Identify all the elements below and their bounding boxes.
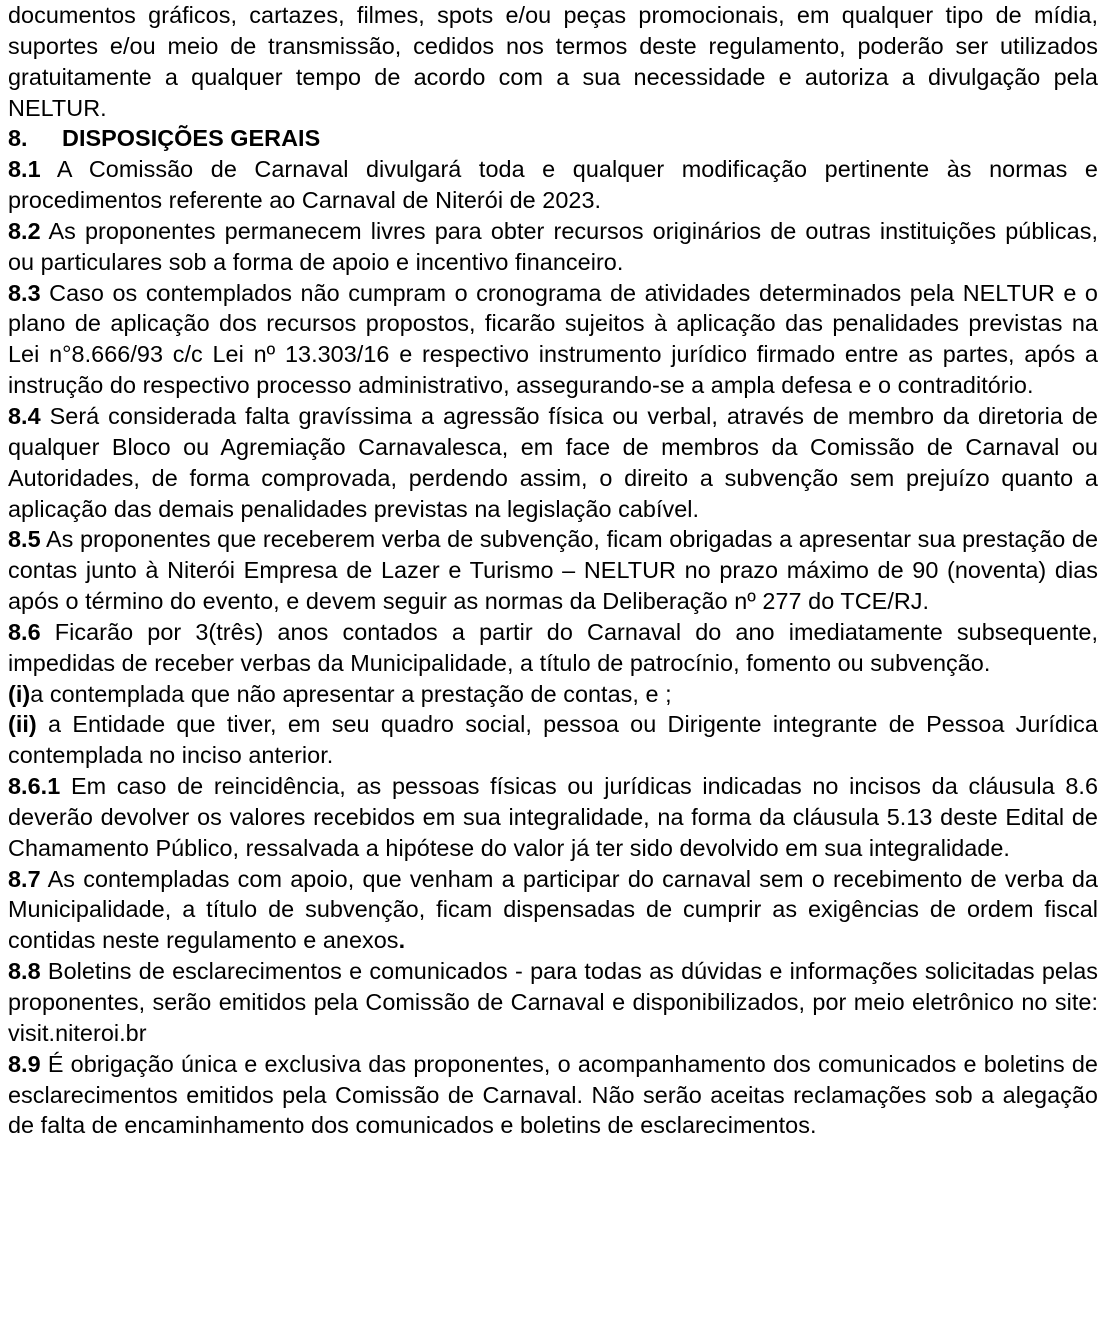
clause-8-6-ii: [8, 709, 1098, 771]
clause-text: Caso os contemplados não cumpram o cronograma de atividades determinados pela NELTUR e o plano de aplicação dos recursos propostos, ficarão sujeitos à aplicação das penalidades previstas na Lei n°8.666/93 c/c Lei nº 13.303/16 e respectivo instrumento jurídico firmado entre as partes, após a instrução do respectivo processo administrativo, assegurando-se a ampla defesa e o contraditório.: [8, 279, 1098, 399]
clause-8-5: [8, 524, 1098, 617]
clause-8-1: [8, 154, 1098, 216]
clause-8-6-i: [8, 679, 1098, 710]
clause-text: Ficarão por 3(três) anos contados a partir do Carnaval do ano imediatamente subsequente, impedidas de receber verbas da Municipalidade, a título de patrocínio, fomento ou subvenção.: [8, 618, 1098, 676]
clause-text: Será considerada falta gravíssima a agressão física ou verbal, através de membro da diretoria de qualquer Bloco ou Agremiação Carnavalesca, em face de membros da Comissão de Carnaval ou Autoridades, de forma comprovada, perdendo assim, o direito a subvenção sem prejuízo quanto a aplicação das demais penalidades previstas na legislação cabível.: [8, 402, 1098, 522]
clause-text: a Entidade que tiver, em seu quadro social, pessoa ou Dirigente integrante de Pessoa Jurídica contemplada no inciso anterior.: [8, 711, 1098, 769]
clause-text: Boletins de esclarecimentos e comunicados - para todas as dúvidas e informações solicitadas pelas proponentes, serão emitidos pela Comissão de Carnaval e disponibilizados, por meio eletrônico no site: visit.niteroi.br: [8, 958, 1098, 1046]
clause-8-8: [8, 956, 1098, 1049]
clause-text: As contempladas com apoio, que venham a participar do carnaval sem o recebimento de verba da Municipalidade, a título de subvenção, ficam dispensadas de cumprir as exigências de ordem fiscal contidas neste regulamento e anexos: [8, 865, 1098, 954]
clause-number: 8.3: [8, 279, 41, 306]
clause-text: As proponentes permanecem livres para obter recursos originários de outras instituições públicas, ou particulares sob a forma de apoio e incentivo financeiro.: [8, 217, 1098, 275]
clause-tail: .: [398, 927, 406, 954]
clause-text: a contemplada que não apresentar a prestação de contas, e ;: [30, 680, 672, 707]
clause-number: (i): [8, 680, 31, 707]
clause-number: (ii): [8, 711, 37, 738]
clause-text: A Comissão de Carnaval divulgará toda e qualquer modificação pertinente às normas e procedimentos referente ao Carnaval de Niterói de 2023.: [8, 156, 1098, 214]
clause-number: 8.2: [8, 217, 41, 244]
clause-number: 8.4: [8, 402, 41, 429]
clause-number: 8.8: [8, 958, 41, 985]
intro-paragraph: documentos gráficos, cartazes, filmes, spots e/ou peças promocionais, em qualquer tipo de mídia, suportes e/ou meio de transmissão, cedidos nos termos deste regulamento, poderão ser utilizados gratuitamente a qualquer tempo de acordo com a sua necessidade e autoriza a divulgação pela NELTUR.: [8, 2, 1098, 121]
clause-number: 8.6.1: [8, 773, 61, 800]
section-title: DISPOSIÇÕES GERAIS: [62, 125, 321, 152]
clause-number: 8.6: [8, 618, 41, 645]
clause-8-2: [8, 216, 1098, 278]
clause-8-4: [8, 401, 1098, 524]
clause-text: As proponentes que receberem verba de subvenção, ficam obrigadas a apresentar sua prestação de contas junto à Niterói Empresa de Lazer e Turismo – NELTUR no prazo máximo de 90 (noventa) dias após o término do evento, e devem seguir as normas da Deliberação nº 277 do TCE/RJ.: [8, 526, 1098, 615]
clause-8-3: [8, 278, 1098, 401]
clause-8-6: [8, 617, 1098, 679]
clause-number: 8.7: [8, 865, 41, 892]
clause-8-6-1: [8, 771, 1098, 864]
clause-8-9: [8, 1049, 1098, 1142]
clause-text: É obrigação única e exclusiva das proponentes, o acompanhamento dos comunicados e boletins de esclarecimentos emitidos pela Comissão de Carnaval. Não serão aceitas reclamações sob a alegação de falta de encaminhamento dos comunicados e boletins de esclarecimentos.: [8, 1050, 1098, 1139]
clause-number: 8.1: [8, 156, 41, 183]
clause-text: Em caso de reincidência, as pessoas físicas ou jurídicas indicadas no incisos da cláusula 8.6 deverão devolver os valores recebidos em sua integralidade, na forma da cláusula 5.13 deste Edital de Chamamento Público, ressalvada a hipótese do valor já ter sido devolvido em sua integralidade.: [8, 773, 1098, 861]
clause-number: 8.5: [8, 526, 41, 553]
clause-number: 8.9: [8, 1050, 41, 1077]
section-number: 8.: [8, 125, 28, 152]
clause-8-7: [8, 864, 1098, 957]
section-heading: [8, 123, 1098, 154]
